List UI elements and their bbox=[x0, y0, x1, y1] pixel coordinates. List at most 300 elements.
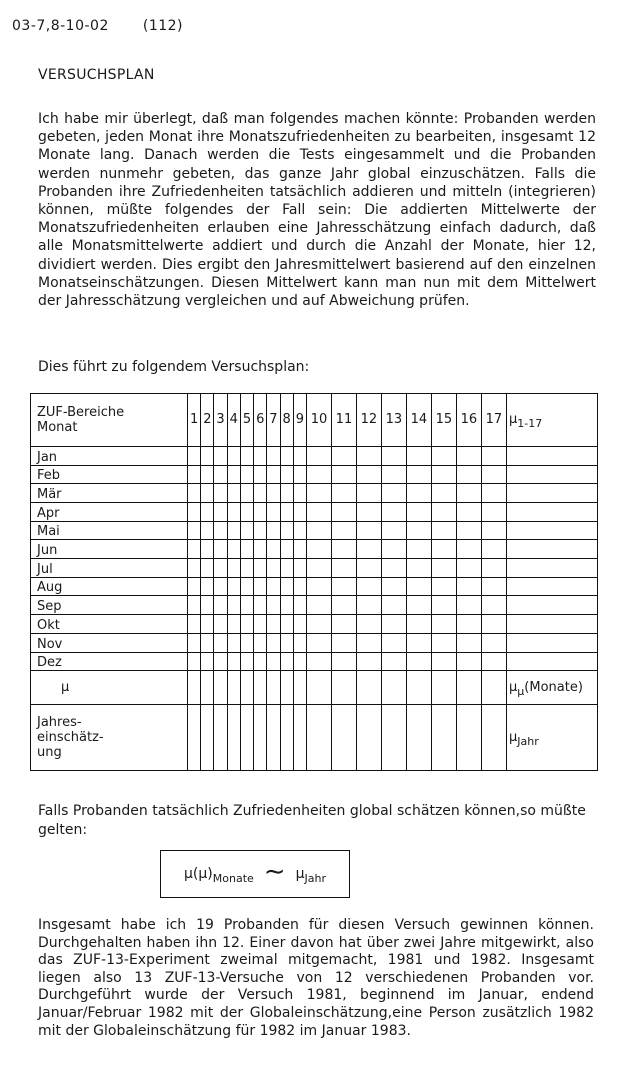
month-cell-16 bbox=[456, 446, 481, 465]
month-cell-15 bbox=[431, 540, 456, 559]
month-cell-1 bbox=[188, 615, 201, 634]
month-label: Dez bbox=[31, 652, 188, 671]
mu-row-cell-6 bbox=[254, 671, 267, 705]
column-header-12: 12 bbox=[356, 394, 381, 447]
table-row bbox=[31, 596, 598, 615]
mu-jahr-subscript: Jahr bbox=[517, 735, 539, 749]
month-cell-17 bbox=[481, 503, 506, 522]
jahres-row bbox=[31, 705, 598, 771]
month-cell-12 bbox=[356, 484, 381, 503]
month-cell-7 bbox=[267, 484, 280, 503]
month-mu-cell bbox=[507, 633, 598, 652]
month-cell-14 bbox=[406, 484, 431, 503]
mu-row-cell-2 bbox=[201, 671, 214, 705]
intro-paragraph: Ich habe mir überlegt, daß man folgendes machen könnte: Probanden werden gebeten, jeden Monat ihre Monatszufriedenheiten zu bearbeiten, insgesamt 12 Monate lang. Danach werden die Tests eingesammelt und die Probanden werden nunmehr gebeten, das ganze Jahr global einzuschätzen. Falls die Probanden ihre Zufriedenheiten tatsächlich addieren und mitteln (integrieren) können, müßte folgendes der Fall sein: Die addierten Mittelwerte der Monatszufriedenheiten erlauben eine Jahresschätzung einfach dadurch, daß alle Monatsmittelwerte addiert und durch die Anzahl der Monate, hier 12, dividiert werden. Dies ergibt den Jahresmittelwert basierend auf den einzelnen Monatseinschätzungen. Diesen Mittelwert kann man nun mit dem Mittelwert der Jahresschätzung vergleichen und auf Abweichung prüfen. bbox=[38, 111, 596, 310]
month-label: Mär bbox=[31, 484, 188, 503]
month-cell-15 bbox=[431, 484, 456, 503]
month-cell-16 bbox=[456, 559, 481, 578]
jahres-row-cell-6 bbox=[254, 705, 267, 771]
month-cell-2 bbox=[201, 652, 214, 671]
month-cell-11 bbox=[331, 559, 356, 578]
mu-row-cell-14 bbox=[406, 671, 431, 705]
month-cell-10 bbox=[306, 540, 331, 559]
month-cell-11 bbox=[331, 633, 356, 652]
table-row bbox=[31, 577, 598, 596]
mu-row-cell-7 bbox=[267, 671, 280, 705]
jahres-row-cell-1 bbox=[188, 705, 201, 771]
column-header-16: 16 bbox=[456, 394, 481, 447]
month-cell-15 bbox=[431, 596, 456, 615]
header-mu-cell bbox=[507, 394, 598, 447]
month-cell-9 bbox=[293, 652, 306, 671]
month-cell-13 bbox=[381, 559, 406, 578]
column-header-9: 9 bbox=[293, 394, 306, 447]
month-cell-3 bbox=[214, 521, 227, 540]
month-cell-6 bbox=[254, 484, 267, 503]
header-month-label: Monat bbox=[37, 419, 78, 435]
month-cell-8 bbox=[280, 446, 293, 465]
month-cell-5 bbox=[240, 596, 253, 615]
month-cell-7 bbox=[267, 652, 280, 671]
month-mu-cell bbox=[507, 484, 598, 503]
month-mu-cell bbox=[507, 465, 598, 484]
month-cell-17 bbox=[481, 577, 506, 596]
month-label: Apr bbox=[31, 503, 188, 522]
column-header-5: 5 bbox=[240, 394, 253, 447]
month-cell-4 bbox=[227, 540, 240, 559]
month-cell-8 bbox=[280, 559, 293, 578]
month-cell-3 bbox=[214, 596, 227, 615]
header-label-cell bbox=[31, 394, 188, 447]
month-cell-12 bbox=[356, 446, 381, 465]
month-cell-1 bbox=[188, 484, 201, 503]
month-cell-1 bbox=[188, 633, 201, 652]
month-cell-11 bbox=[331, 503, 356, 522]
mu-row-cell-12 bbox=[356, 671, 381, 705]
month-cell-7 bbox=[267, 633, 280, 652]
jahres-label-line1: Jahres- bbox=[37, 715, 82, 731]
month-cell-8 bbox=[280, 577, 293, 596]
month-cell-16 bbox=[456, 633, 481, 652]
mu-row-cell-10 bbox=[306, 671, 331, 705]
month-cell-2 bbox=[201, 446, 214, 465]
month-cell-14 bbox=[406, 596, 431, 615]
formula-tilde: ∼ bbox=[263, 857, 286, 887]
month-cell-11 bbox=[331, 596, 356, 615]
month-cell-6 bbox=[254, 521, 267, 540]
month-cell-13 bbox=[381, 540, 406, 559]
month-cell-6 bbox=[254, 503, 267, 522]
month-cell-16 bbox=[456, 596, 481, 615]
month-cell-5 bbox=[240, 521, 253, 540]
month-cell-5 bbox=[240, 615, 253, 634]
month-cell-6 bbox=[254, 559, 267, 578]
table-row bbox=[31, 503, 598, 522]
jahres-row-cell-14 bbox=[406, 705, 431, 771]
month-cell-11 bbox=[331, 465, 356, 484]
month-cell-10 bbox=[306, 615, 331, 634]
month-cell-17 bbox=[481, 615, 506, 634]
month-cell-14 bbox=[406, 540, 431, 559]
month-cell-7 bbox=[267, 559, 280, 578]
month-cell-1 bbox=[188, 559, 201, 578]
month-mu-cell bbox=[507, 446, 598, 465]
month-cell-10 bbox=[306, 465, 331, 484]
month-mu-cell bbox=[507, 577, 598, 596]
month-cell-15 bbox=[431, 633, 456, 652]
month-cell-4 bbox=[227, 596, 240, 615]
month-cell-6 bbox=[254, 446, 267, 465]
month-cell-17 bbox=[481, 540, 506, 559]
table-row bbox=[31, 540, 598, 559]
month-mu-cell bbox=[507, 652, 598, 671]
month-cell-16 bbox=[456, 484, 481, 503]
mu-symbol: μ bbox=[509, 412, 518, 428]
month-cell-9 bbox=[293, 615, 306, 634]
month-cell-14 bbox=[406, 559, 431, 578]
section-title: VERSUCHSPLAN bbox=[38, 67, 155, 83]
jahres-row-cell-11 bbox=[331, 705, 356, 771]
month-cell-6 bbox=[254, 633, 267, 652]
month-label: Jun bbox=[31, 540, 188, 559]
month-cell-2 bbox=[201, 559, 214, 578]
month-cell-2 bbox=[201, 577, 214, 596]
month-cell-9 bbox=[293, 540, 306, 559]
month-cell-15 bbox=[431, 446, 456, 465]
page-header bbox=[12, 18, 183, 34]
month-cell-10 bbox=[306, 503, 331, 522]
column-header-17: 17 bbox=[481, 394, 506, 447]
month-cell-13 bbox=[381, 521, 406, 540]
month-cell-9 bbox=[293, 559, 306, 578]
month-cell-3 bbox=[214, 577, 227, 596]
month-cell-12 bbox=[356, 652, 381, 671]
month-cell-8 bbox=[280, 521, 293, 540]
column-header-8: 8 bbox=[280, 394, 293, 447]
month-cell-12 bbox=[356, 596, 381, 615]
month-cell-9 bbox=[293, 484, 306, 503]
month-cell-11 bbox=[331, 540, 356, 559]
jahres-row-cell-5 bbox=[240, 705, 253, 771]
month-cell-10 bbox=[306, 652, 331, 671]
month-cell-9 bbox=[293, 633, 306, 652]
month-cell-2 bbox=[201, 596, 214, 615]
month-cell-3 bbox=[214, 484, 227, 503]
month-cell-12 bbox=[356, 503, 381, 522]
month-label: Nov bbox=[31, 633, 188, 652]
mu-row-cell-11 bbox=[331, 671, 356, 705]
month-label: Feb bbox=[31, 465, 188, 484]
month-mu-cell bbox=[507, 559, 598, 578]
jahres-row-cell-4 bbox=[227, 705, 240, 771]
month-cell-1 bbox=[188, 596, 201, 615]
month-cell-3 bbox=[214, 652, 227, 671]
column-header-4: 4 bbox=[227, 394, 240, 447]
formula-right: μ bbox=[295, 866, 305, 882]
month-cell-16 bbox=[456, 503, 481, 522]
month-cell-9 bbox=[293, 521, 306, 540]
month-cell-14 bbox=[406, 521, 431, 540]
month-cell-10 bbox=[306, 521, 331, 540]
month-cell-1 bbox=[188, 521, 201, 540]
month-cell-5 bbox=[240, 652, 253, 671]
month-cell-14 bbox=[406, 633, 431, 652]
month-cell-5 bbox=[240, 503, 253, 522]
formula-box bbox=[160, 850, 350, 898]
month-cell-15 bbox=[431, 652, 456, 671]
formula-left-subscript: Monate bbox=[212, 871, 254, 885]
month-label: Aug bbox=[31, 577, 188, 596]
month-cell-7 bbox=[267, 446, 280, 465]
month-cell-4 bbox=[227, 465, 240, 484]
month-cell-14 bbox=[406, 577, 431, 596]
jahres-row-cell-16 bbox=[456, 705, 481, 771]
month-cell-2 bbox=[201, 615, 214, 634]
month-cell-4 bbox=[227, 633, 240, 652]
table-row bbox=[31, 446, 598, 465]
mu-row-cell-8 bbox=[280, 671, 293, 705]
month-cell-12 bbox=[356, 521, 381, 540]
month-cell-13 bbox=[381, 596, 406, 615]
month-cell-13 bbox=[381, 615, 406, 634]
mu-row-label bbox=[31, 671, 188, 705]
month-cell-17 bbox=[481, 652, 506, 671]
month-cell-3 bbox=[214, 503, 227, 522]
table-row bbox=[31, 559, 598, 578]
column-header-11: 11 bbox=[331, 394, 356, 447]
table-row bbox=[31, 465, 598, 484]
month-cell-1 bbox=[188, 503, 201, 522]
experiment-plan-table bbox=[30, 393, 598, 771]
mu-row bbox=[31, 671, 598, 705]
month-cell-13 bbox=[381, 446, 406, 465]
jahres-row-cell-10 bbox=[306, 705, 331, 771]
month-cell-1 bbox=[188, 465, 201, 484]
month-cell-16 bbox=[456, 465, 481, 484]
month-cell-11 bbox=[331, 577, 356, 596]
month-cell-11 bbox=[331, 615, 356, 634]
column-header-14: 14 bbox=[406, 394, 431, 447]
month-cell-12 bbox=[356, 577, 381, 596]
jahres-row-cell-9 bbox=[293, 705, 306, 771]
month-cell-5 bbox=[240, 540, 253, 559]
month-cell-8 bbox=[280, 615, 293, 634]
month-cell-17 bbox=[481, 559, 506, 578]
mu-row-cell-13 bbox=[381, 671, 406, 705]
month-cell-11 bbox=[331, 484, 356, 503]
jahres-row-cell-7 bbox=[267, 705, 280, 771]
month-cell-6 bbox=[254, 540, 267, 559]
table-row bbox=[31, 615, 598, 634]
mu-row-cell-9 bbox=[293, 671, 306, 705]
month-cell-15 bbox=[431, 559, 456, 578]
month-cell-5 bbox=[240, 465, 253, 484]
month-cell-15 bbox=[431, 577, 456, 596]
month-cell-17 bbox=[481, 446, 506, 465]
month-cell-3 bbox=[214, 465, 227, 484]
month-cell-9 bbox=[293, 446, 306, 465]
jahres-row-cell-2 bbox=[201, 705, 214, 771]
month-cell-8 bbox=[280, 465, 293, 484]
month-cell-12 bbox=[356, 615, 381, 634]
month-cell-17 bbox=[481, 465, 506, 484]
month-cell-17 bbox=[481, 633, 506, 652]
table-header-row bbox=[31, 394, 598, 447]
month-label: Jan bbox=[31, 446, 188, 465]
column-header-10: 10 bbox=[306, 394, 331, 447]
column-header-15: 15 bbox=[431, 394, 456, 447]
mu-months-subscript: μ bbox=[517, 685, 525, 699]
month-cell-2 bbox=[201, 503, 214, 522]
month-cell-9 bbox=[293, 596, 306, 615]
month-cell-4 bbox=[227, 652, 240, 671]
month-cell-13 bbox=[381, 577, 406, 596]
month-cell-9 bbox=[293, 577, 306, 596]
month-cell-16 bbox=[456, 577, 481, 596]
month-cell-5 bbox=[240, 446, 253, 465]
month-cell-14 bbox=[406, 503, 431, 522]
month-cell-15 bbox=[431, 465, 456, 484]
jahres-row-cell-8 bbox=[280, 705, 293, 771]
month-cell-3 bbox=[214, 446, 227, 465]
month-cell-6 bbox=[254, 652, 267, 671]
month-cell-6 bbox=[254, 596, 267, 615]
month-cell-9 bbox=[293, 465, 306, 484]
month-cell-15 bbox=[431, 615, 456, 634]
month-cell-4 bbox=[227, 484, 240, 503]
month-label: Jul bbox=[31, 559, 188, 578]
month-cell-14 bbox=[406, 652, 431, 671]
month-cell-16 bbox=[456, 540, 481, 559]
month-cell-3 bbox=[214, 540, 227, 559]
month-cell-9 bbox=[293, 503, 306, 522]
month-cell-7 bbox=[267, 596, 280, 615]
jahres-label-line3: ung bbox=[37, 745, 62, 761]
month-mu-cell bbox=[507, 540, 598, 559]
month-cell-4 bbox=[227, 446, 240, 465]
month-cell-5 bbox=[240, 559, 253, 578]
month-cell-8 bbox=[280, 540, 293, 559]
column-header-6: 6 bbox=[254, 394, 267, 447]
month-cell-12 bbox=[356, 633, 381, 652]
jahres-row-cell-12 bbox=[356, 705, 381, 771]
month-cell-11 bbox=[331, 446, 356, 465]
month-label: Sep bbox=[31, 596, 188, 615]
month-cell-7 bbox=[267, 540, 280, 559]
table-row bbox=[31, 633, 598, 652]
month-cell-8 bbox=[280, 633, 293, 652]
mu-row-cell-16 bbox=[456, 671, 481, 705]
month-cell-12 bbox=[356, 559, 381, 578]
month-cell-6 bbox=[254, 465, 267, 484]
formula-left: μ(μ) bbox=[184, 866, 213, 882]
month-cell-7 bbox=[267, 465, 280, 484]
month-cell-2 bbox=[201, 540, 214, 559]
column-header-7: 7 bbox=[267, 394, 280, 447]
month-cell-17 bbox=[481, 484, 506, 503]
mu-row-cell-17 bbox=[481, 671, 506, 705]
month-cell-8 bbox=[280, 596, 293, 615]
month-cell-8 bbox=[280, 652, 293, 671]
month-cell-15 bbox=[431, 521, 456, 540]
month-mu-cell bbox=[507, 503, 598, 522]
month-cell-1 bbox=[188, 652, 201, 671]
month-cell-17 bbox=[481, 596, 506, 615]
month-cell-8 bbox=[280, 484, 293, 503]
jahres-label-line2: einschätz- bbox=[37, 730, 104, 746]
month-cell-10 bbox=[306, 577, 331, 596]
page-number: (112) bbox=[142, 18, 184, 34]
month-cell-16 bbox=[456, 615, 481, 634]
month-cell-10 bbox=[306, 596, 331, 615]
jahres-row-cell-3 bbox=[214, 705, 227, 771]
month-cell-13 bbox=[381, 633, 406, 652]
header-zuf-label: ZUF-Bereiche bbox=[37, 404, 125, 420]
month-cell-16 bbox=[456, 521, 481, 540]
month-cell-4 bbox=[227, 521, 240, 540]
month-cell-2 bbox=[201, 521, 214, 540]
month-cell-11 bbox=[331, 521, 356, 540]
month-cell-7 bbox=[267, 615, 280, 634]
mu-jahr-symbol: μ bbox=[509, 730, 518, 746]
month-cell-5 bbox=[240, 577, 253, 596]
condition-paragraph: Falls Probanden tatsächlich Zufriedenheiten global schätzen können,so müßte gelten: bbox=[38, 803, 586, 838]
month-cell-3 bbox=[214, 633, 227, 652]
mu-jahr-cell bbox=[507, 705, 598, 771]
mu-months-symbol: μ bbox=[509, 680, 518, 696]
month-cell-4 bbox=[227, 503, 240, 522]
mu-row-cell-15 bbox=[431, 671, 456, 705]
table-row bbox=[31, 484, 598, 503]
jahres-label-cell bbox=[31, 705, 188, 771]
month-cell-7 bbox=[267, 503, 280, 522]
month-label: Okt bbox=[31, 615, 188, 634]
table-row bbox=[31, 521, 598, 540]
month-cell-3 bbox=[214, 559, 227, 578]
month-cell-2 bbox=[201, 633, 214, 652]
month-label: Mai bbox=[31, 521, 188, 540]
month-cell-16 bbox=[456, 652, 481, 671]
column-header-3: 3 bbox=[214, 394, 227, 447]
table-row bbox=[31, 652, 598, 671]
mu-row-symbol: μ bbox=[61, 680, 70, 696]
column-header-1: 1 bbox=[188, 394, 201, 447]
mu-row-cell-5 bbox=[240, 671, 253, 705]
month-cell-6 bbox=[254, 615, 267, 634]
month-cell-14 bbox=[406, 615, 431, 634]
month-cell-6 bbox=[254, 577, 267, 596]
mu-months-cell bbox=[507, 671, 598, 705]
month-cell-13 bbox=[381, 465, 406, 484]
formula-right-subscript: Jahr bbox=[304, 871, 326, 885]
month-cell-1 bbox=[188, 446, 201, 465]
column-header-2: 2 bbox=[201, 394, 214, 447]
month-mu-cell bbox=[507, 521, 598, 540]
month-cell-13 bbox=[381, 652, 406, 671]
month-cell-12 bbox=[356, 465, 381, 484]
month-cell-10 bbox=[306, 633, 331, 652]
mu-subscript: 1-17 bbox=[517, 417, 543, 431]
month-mu-cell bbox=[507, 596, 598, 615]
jahres-row-cell-17 bbox=[481, 705, 506, 771]
month-cell-2 bbox=[201, 484, 214, 503]
month-cell-10 bbox=[306, 559, 331, 578]
month-cell-14 bbox=[406, 465, 431, 484]
month-cell-1 bbox=[188, 577, 201, 596]
month-cell-13 bbox=[381, 503, 406, 522]
participants-paragraph: Insgesamt habe ich 19 Probanden für diesen Versuch gewinnen können. Durchgehalten haben ihn 12. Einer davon hat über zwei Jahre mitgewirkt, also das ZUF-13-Experiment zweimal mitgemacht, 1981 und 1982. Insgesamt liegen also 13 ZUF-13-Versuche von 12 verschiedenen Probanden vor. Durchgeführt wurde der Versuch 1981, beginnend im Januar, endend Januar/Februar 1982 mit der Globaleinschätzung,eine Person zusätzlich 1982 mit der Globaleinschätzung für 1982 im Januar 1983. bbox=[38, 917, 594, 1039]
month-cell-1 bbox=[188, 540, 201, 559]
